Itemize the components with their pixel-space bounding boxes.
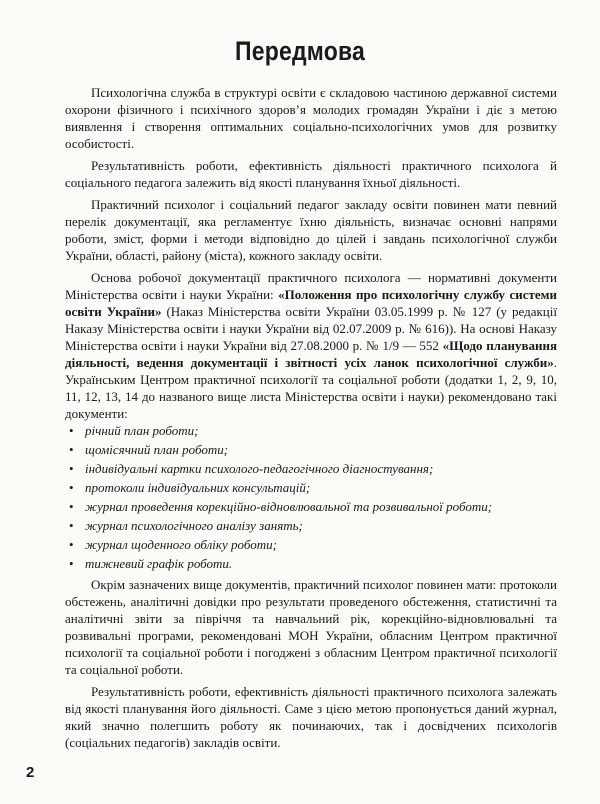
paragraph-2: Результативність роботи, ефективність діяльності практичного психолога й соціального педагога залежить від якості планування їхньої діяльності. — [65, 158, 557, 190]
paragraph-4 — [65, 269, 557, 422]
paragraph-1: Психологічна служба в структурі освіти є складовою частиною державної системи охорони фізичного і психічного здоров’я молодих громадян України і діє з метою виявлення і створення оптимальних соціально-психологічних умов для розвитку особистості. — [65, 85, 557, 151]
page-number: 2 — [26, 764, 35, 781]
list-item: • журнал психологічного аналізу занять; — [65, 517, 557, 534]
page-title: Передмова — [235, 35, 365, 66]
list-item: • щомісячний план роботи; — [65, 441, 557, 458]
paragraph-3: Практичний психолог і соціальний педагог закладу освіти повинен мати певний перелік документації, яка регламентує їхню діяльність, визначає основні напрями роботи, зміст, форми і методи відповідно до цілей і завдань психологічної служби України, області, району (міста), кожного закладу освіти. — [65, 197, 557, 263]
paragraph-4-text-a: Основа робочої документації практичного психолога — нормативні документи Міністерства освіти і науки України: — [65, 270, 557, 302]
list-item: • протоколи індивідуальних консультацій; — [65, 479, 557, 496]
order-title: «Щодо планування діяльності, ведення документації і звітності усіх ланок психологічної служби» — [65, 338, 557, 370]
paragraph-4-text-e: . Українським Центром практичної психології та соціальної роботи (додатки 1, 2, 9, 10, 11, 12, 13, 14 до названого вище листа Міністерства освіти і науки) рекомендовано такі документи: — [65, 355, 557, 421]
list-item: • тижневий графік роботи. — [65, 555, 557, 572]
paragraph-6: Результативність роботи, ефективність діяльності практичного психолога залежать від якості планування його діяльності. Саме з цією метою пропонується даний журнал, який значно полегшить роботу як починаючих, так і досвідчених психологів (соціальних педагогів) закладів освіти. — [65, 684, 557, 750]
documents-list — [65, 422, 557, 572]
list-item: • журнал щоденного обліку роботи; — [65, 536, 557, 553]
paragraph-4-text-c: (Наказ Міністерства освіти України 03.05.1999 р. № 127 (у редакції Наказу Міністерства освіти і науки України від 02.07.2009 р. № 616)). На основі Наказу Міністерства освіти і науки України від 27.08.2000 р. № 1/9 — 552 — [65, 304, 557, 353]
regulation-title: «Положення про психологічну службу системи освіти України» — [65, 287, 557, 319]
document-body — [65, 84, 557, 756]
list-item: • річний план роботи; — [65, 422, 557, 439]
list-item: • журнал проведення корекційно-відновлювальної та розвивальної роботи; — [65, 498, 557, 515]
list-item: • індивідуальні картки психолого-педагогічного діагностування; — [65, 460, 557, 477]
paragraph-5: Окрім зазначених вище документів, практичний психолог повинен мати: протоколи обстежень, аналітичні довідки про результати проведеного обстеження, статистичні та аналітичні звіти за півріччя та навчальний рік, корекційно-відновлювальні та розвивальні програми, рекомендовані МОН України, обласним Центром практичної психології та соціальної роботи і погоджені з обласним Центром практичної психології та соціальної роботи. — [65, 577, 557, 677]
